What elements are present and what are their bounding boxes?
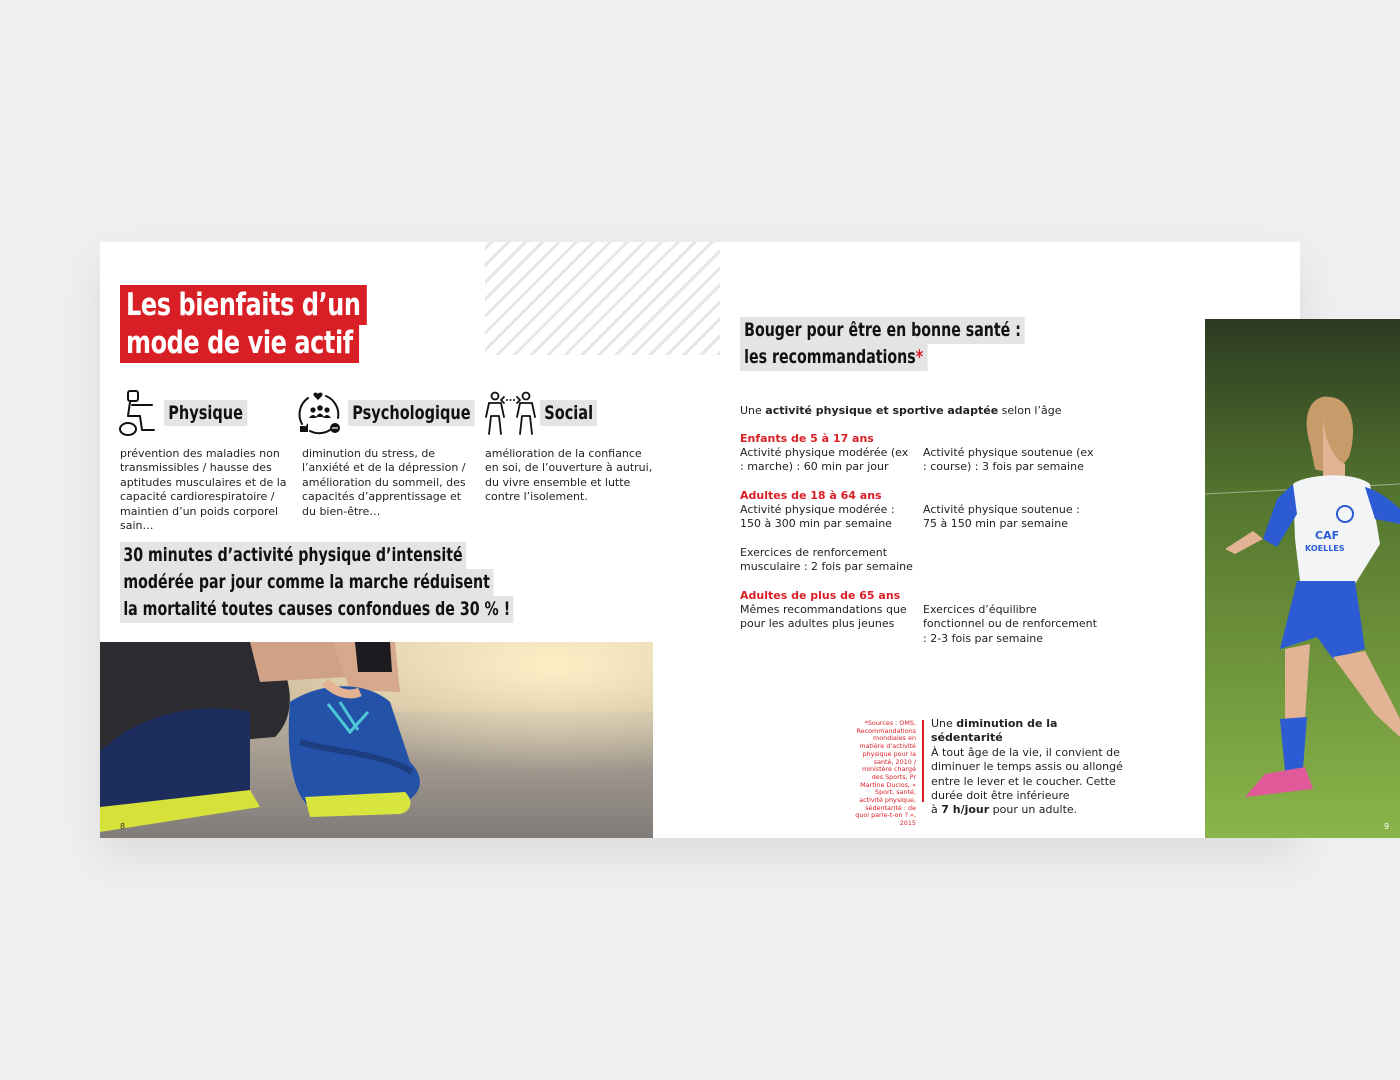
title-line-2: mode de vie actif: [120, 323, 359, 363]
sedentarity-note: [931, 717, 1131, 818]
jersey-text: KOELLES: [1305, 544, 1345, 553]
decorative-stripes: [485, 242, 720, 355]
left-page: [100, 242, 700, 838]
group-heading: Adultes de 18 à 64 ans: [740, 489, 882, 502]
page-number: 9: [1384, 822, 1390, 831]
intro-post: selon l’âge: [998, 404, 1062, 417]
jersey-text: CAF: [1315, 529, 1340, 542]
sed-body: À tout âge de la vie, il convient de diminuer le temps assis ou allongé entre le lever et le coucher. Cette durée doit être inférieure: [931, 745, 1123, 803]
highlight-statement: [120, 542, 594, 623]
sources-footnote: *Sources : OMS, Recommandations mondiales en matière d’activité physique pour la santé, 2010 / ministère chargé des Sports, Pr Martine Duclos, « Sport, santé, activité physique, sédentarité : de quoi parle-t-on ? », 2015: [855, 719, 916, 828]
recommendations-title: [740, 317, 1083, 371]
category-text: amélioration de la confiance en soi, de l’ouverture à autrui, du vivre ensemble et lutte contre l’isolement.: [485, 447, 653, 504]
sed-end-pre: à: [931, 803, 942, 817]
sed-pre: Une: [931, 717, 957, 730]
title-line-1: Les bienfaits d’un: [120, 285, 367, 325]
footnote-star: *: [915, 346, 924, 368]
brochure-spread: [100, 242, 1390, 838]
right-page: [700, 242, 1390, 838]
recommendation-cell: Exercices d’équilibre fonctionnel ou de renforcement : 2-3 fois par semaine: [923, 603, 1097, 645]
group-heart-icon: [296, 390, 344, 436]
category-text: prévention des maladies non transmissibles / hausse des aptitudes musculaires et de la capacité cardiorespiratoire / maintien d’un poids corporel sain…: [120, 447, 287, 533]
two-people-icon: [484, 390, 540, 438]
page-title: [120, 285, 407, 363]
sed-end-post: pour un adulte.: [989, 803, 1078, 817]
recommendation-cell: Exercices de renforcement musculaire : 2 fois par semaine: [740, 546, 913, 574]
sed-end-bold: 7 h/jour: [941, 803, 990, 817]
group-heading: Adultes de plus de 65 ans: [740, 589, 901, 602]
intro-bold: activité physique et sportive adaptée: [765, 404, 999, 417]
sed-bold: diminution de la sédentarité: [931, 717, 1058, 745]
category-text: diminution du stress, de l’anxiété et de la dépression / amélioration du sommeil, des capacités d’apprentissage et du bien-être…: [302, 447, 466, 518]
title-line-1: Bouger pour être en bonne santé :: [740, 317, 1025, 344]
highlight-line: modérée par jour comme la marche réduisent: [120, 569, 493, 596]
photo-tying-shoe: [100, 642, 653, 838]
recommendation-cell: Mêmes recommandations que pour les adultes plus jeunes: [740, 603, 907, 631]
title-text: les recommandations: [744, 346, 916, 368]
group-heading: Enfants de 5 à 17 ans: [740, 432, 874, 445]
recommendation-cell: Activité physique modérée (ex : marche) : 60 min par jour: [740, 446, 909, 474]
recommendation-cell: Activité physique soutenue (ex : course) : 3 fois par semaine: [923, 446, 1094, 474]
highlight-line: 30 minutes d’activité physique d’intensité: [120, 542, 466, 569]
recommendation-cell: Activité physique soutenue : 75 à 150 min par semaine: [923, 503, 1080, 531]
highlight-line: la mortalité toutes causes confondues de 30 % !: [120, 596, 513, 623]
category-label: Social: [540, 400, 597, 426]
divider-bar: [922, 720, 924, 802]
category-label: Physique: [164, 400, 247, 426]
recommendation-cell: Activité physique modérée : 150 à 300 min par semaine: [740, 503, 895, 531]
person-exercising-icon: [118, 390, 162, 438]
intro-text: [740, 404, 1061, 417]
title-line-2: [740, 344, 927, 371]
photo-girl-football: [1205, 319, 1400, 838]
category-label: Psychologique: [348, 400, 475, 426]
page-number: 8: [120, 822, 126, 831]
intro-pre: Une: [740, 404, 766, 417]
